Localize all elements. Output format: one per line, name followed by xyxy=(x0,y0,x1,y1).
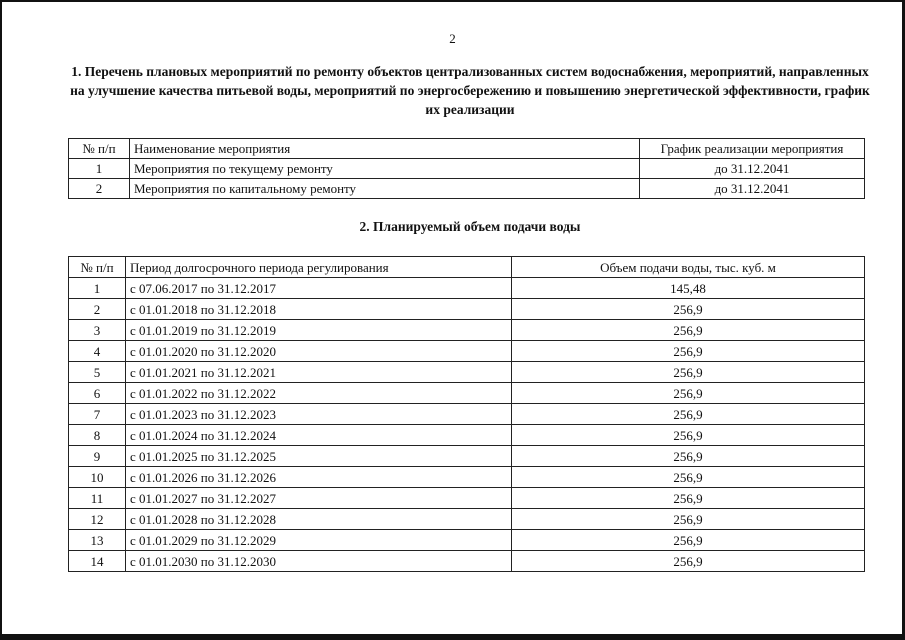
measure-name: Мероприятия по текущему ремонту xyxy=(130,159,640,179)
water-volume: 256,9 xyxy=(512,551,865,572)
water-volume: 256,9 xyxy=(512,383,865,404)
water-volume: 256,9 xyxy=(512,320,865,341)
table-header-row xyxy=(69,257,865,278)
period: с 01.01.2023 по 31.12.2023 xyxy=(126,404,512,425)
water-volume: 256,9 xyxy=(512,446,865,467)
water-volume: 256,9 xyxy=(512,488,865,509)
section1-title: 1. Перечень плановых мероприятий по ремонту объектов централизованных систем водоснабжения, мероприятий, направленных на улучшение качества питьевой воды, мероприятий по энергосбережению и повышению энергетической эффективности, график их реализации xyxy=(70,64,870,117)
row-number: 8 xyxy=(69,425,126,446)
header-measure-name: Наименование мероприятия xyxy=(130,139,640,159)
measures-table xyxy=(68,138,865,199)
row-number: 6 xyxy=(69,383,126,404)
water-volume: 256,9 xyxy=(512,362,865,383)
table-row xyxy=(69,159,865,179)
row-number: 14 xyxy=(69,551,126,572)
row-number: 9 xyxy=(69,446,126,467)
table-row xyxy=(69,278,865,299)
table-row xyxy=(69,488,865,509)
water-volume: 256,9 xyxy=(512,425,865,446)
header-period: Период долгосрочного периода регулирования xyxy=(126,257,512,278)
table-row xyxy=(69,425,865,446)
row-number: 12 xyxy=(69,509,126,530)
water-volume: 256,9 xyxy=(512,341,865,362)
water-volume: 256,9 xyxy=(512,299,865,320)
period: с 01.01.2028 по 31.12.2028 xyxy=(126,509,512,530)
table-row xyxy=(69,509,865,530)
table-row xyxy=(69,551,865,572)
table-row xyxy=(69,467,865,488)
page-border-top xyxy=(0,0,905,2)
header-schedule: График реализации мероприятия xyxy=(640,139,865,159)
table-row xyxy=(69,320,865,341)
table-row xyxy=(69,404,865,425)
water-volume: 145,48 xyxy=(512,278,865,299)
period: с 01.01.2019 по 31.12.2019 xyxy=(126,320,512,341)
table-row xyxy=(69,299,865,320)
row-number: 2 xyxy=(69,299,126,320)
row-number: 13 xyxy=(69,530,126,551)
water-volume: 256,9 xyxy=(512,467,865,488)
header-volume: Объем подачи воды, тыс. куб. м xyxy=(512,257,865,278)
period: с 01.01.2026 по 31.12.2026 xyxy=(126,467,512,488)
page-border-bottom xyxy=(0,634,905,640)
period: с 01.01.2020 по 31.12.2020 xyxy=(126,341,512,362)
water-volume: 256,9 xyxy=(512,509,865,530)
table-row xyxy=(69,446,865,467)
water-volume: 256,9 xyxy=(512,530,865,551)
period: с 01.01.2030 по 31.12.2030 xyxy=(126,551,512,572)
period: с 01.01.2025 по 31.12.2025 xyxy=(126,446,512,467)
page-number: 2 xyxy=(449,31,456,46)
row-number: 5 xyxy=(69,362,126,383)
table-row xyxy=(69,530,865,551)
period: с 01.01.2021 по 31.12.2021 xyxy=(126,362,512,383)
table-row xyxy=(69,383,865,404)
header-number: № п/п xyxy=(69,257,126,278)
period: с 01.01.2024 по 31.12.2024 xyxy=(126,425,512,446)
table-row xyxy=(69,362,865,383)
table-header-row xyxy=(69,139,865,159)
section2-title: 2. Планируемый объем подачи воды xyxy=(359,219,581,234)
table-row xyxy=(69,341,865,362)
schedule-date: до 31.12.2041 xyxy=(640,179,865,199)
row-number: 4 xyxy=(69,341,126,362)
row-number: 10 xyxy=(69,467,126,488)
row-number: 11 xyxy=(69,488,126,509)
row-number: 1 xyxy=(69,159,130,179)
row-number: 2 xyxy=(69,179,130,199)
period: с 01.01.2027 по 31.12.2027 xyxy=(126,488,512,509)
row-number: 7 xyxy=(69,404,126,425)
row-number: 3 xyxy=(69,320,126,341)
header-number: № п/п xyxy=(69,139,130,159)
water-volume-table xyxy=(68,256,865,572)
row-number: 1 xyxy=(69,278,126,299)
schedule-date: до 31.12.2041 xyxy=(640,159,865,179)
table-row xyxy=(69,179,865,199)
period: с 01.01.2018 по 31.12.2018 xyxy=(126,299,512,320)
water-volume: 256,9 xyxy=(512,404,865,425)
period: с 01.01.2029 по 31.12.2029 xyxy=(126,530,512,551)
measure-name: Мероприятия по капитальному ремонту xyxy=(130,179,640,199)
page-border-left xyxy=(0,0,2,640)
period: с 01.01.2022 по 31.12.2022 xyxy=(126,383,512,404)
period: с 07.06.2017 по 31.12.2017 xyxy=(126,278,512,299)
